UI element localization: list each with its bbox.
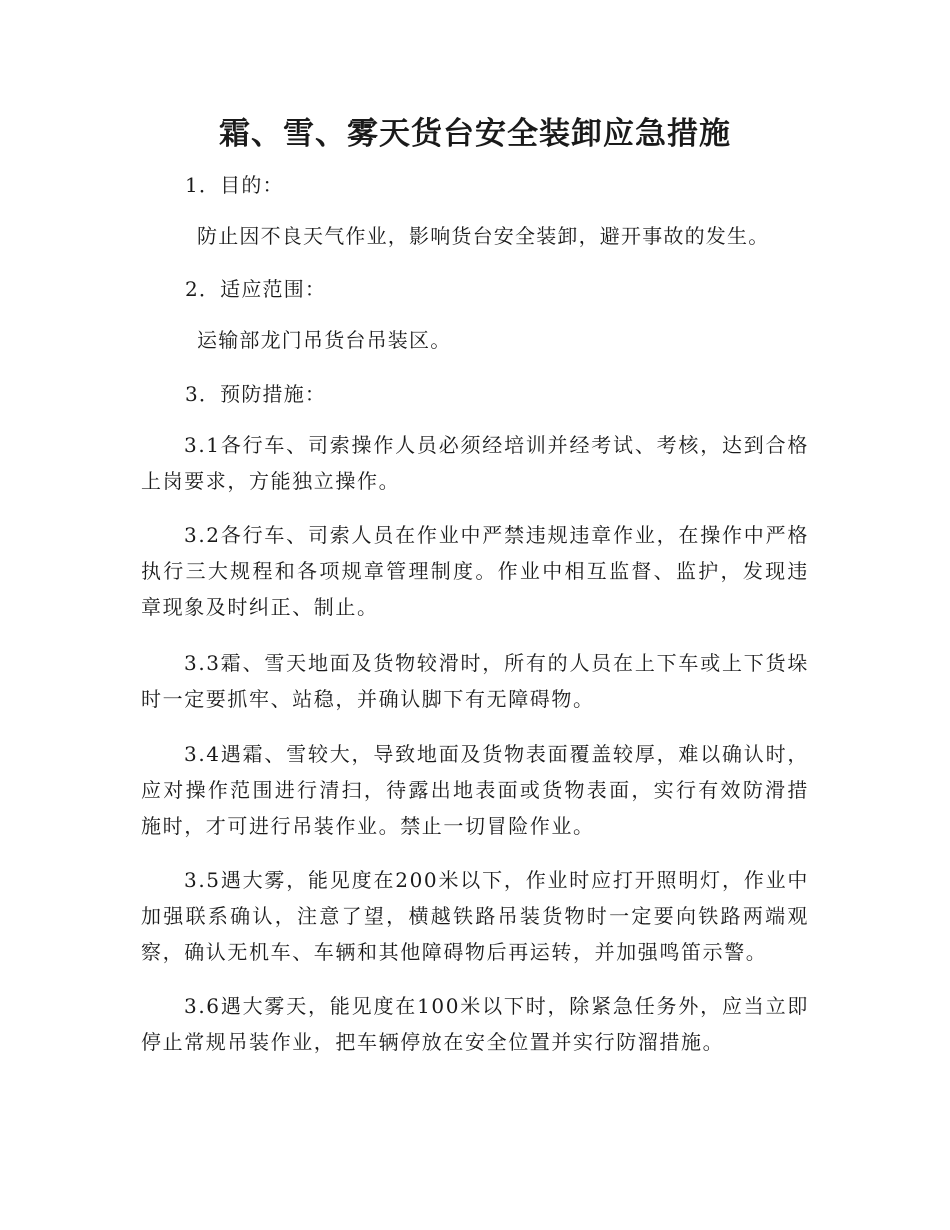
section-body-scope: 运输部龙门吊货台吊装区。 [197,328,452,352]
section-heading-purpose: 1．目的： [185,173,284,197]
measure-item-3-4: 3.4遇霜、雪较大，导致地面及货物表面覆盖较厚，难以确认时，应对操作范围进行清扫，待露出地表面或货物表面，实行有效防滑措施时，才可进行吊装作业。禁止一切冒险作业。 [141,742,809,838]
section-body-purpose: 防止因不良天气作业，影响货台安全装卸，避开事故的发生。 [197,224,770,248]
measure-item-3-6: 3.6遇大雾天，能见度在100米以下时，除紧急任务外，应当立即停止常规吊装作业，把车辆停放在安全位置并实行防溜措施。 [141,994,809,1054]
measure-item-3-5: 3.5遇大雾，能见度在200米以下，作业时应打开照明灯，作业中加强联系确认，注意了望，横越铁路吊装货物时一定要向铁路两端观察，确认无机车、车辆和其他障碍物后再运转，并加强鸣笛示警。 [141,868,809,964]
section-heading-scope: 2．适应范围： [185,277,327,301]
measure-item-3-3: 3.3霜、雪天地面及货物较滑时，所有的人员在上下车或上下货垛时一定要抓牢、站稳，并确认脚下有无障碍物。 [141,651,809,711]
document-title: 霜、雪、雾天货台安全装卸应急措施 [219,116,731,152]
measure-item-3-2: 3.2各行车、司索人员在作业中严禁违规违章作业，在操作中严格执行三大规程和各项规章管理制度。作业中相互监督、监护，发现违章现象及时纠正、制止。 [141,523,809,619]
measure-item-3-1: 3.1各行车、司索操作人员必须经培训并经考试、考核，达到合格上岗要求，方能独立操作。 [141,433,809,493]
section-heading-measures: 3．预防措施： [185,382,327,406]
